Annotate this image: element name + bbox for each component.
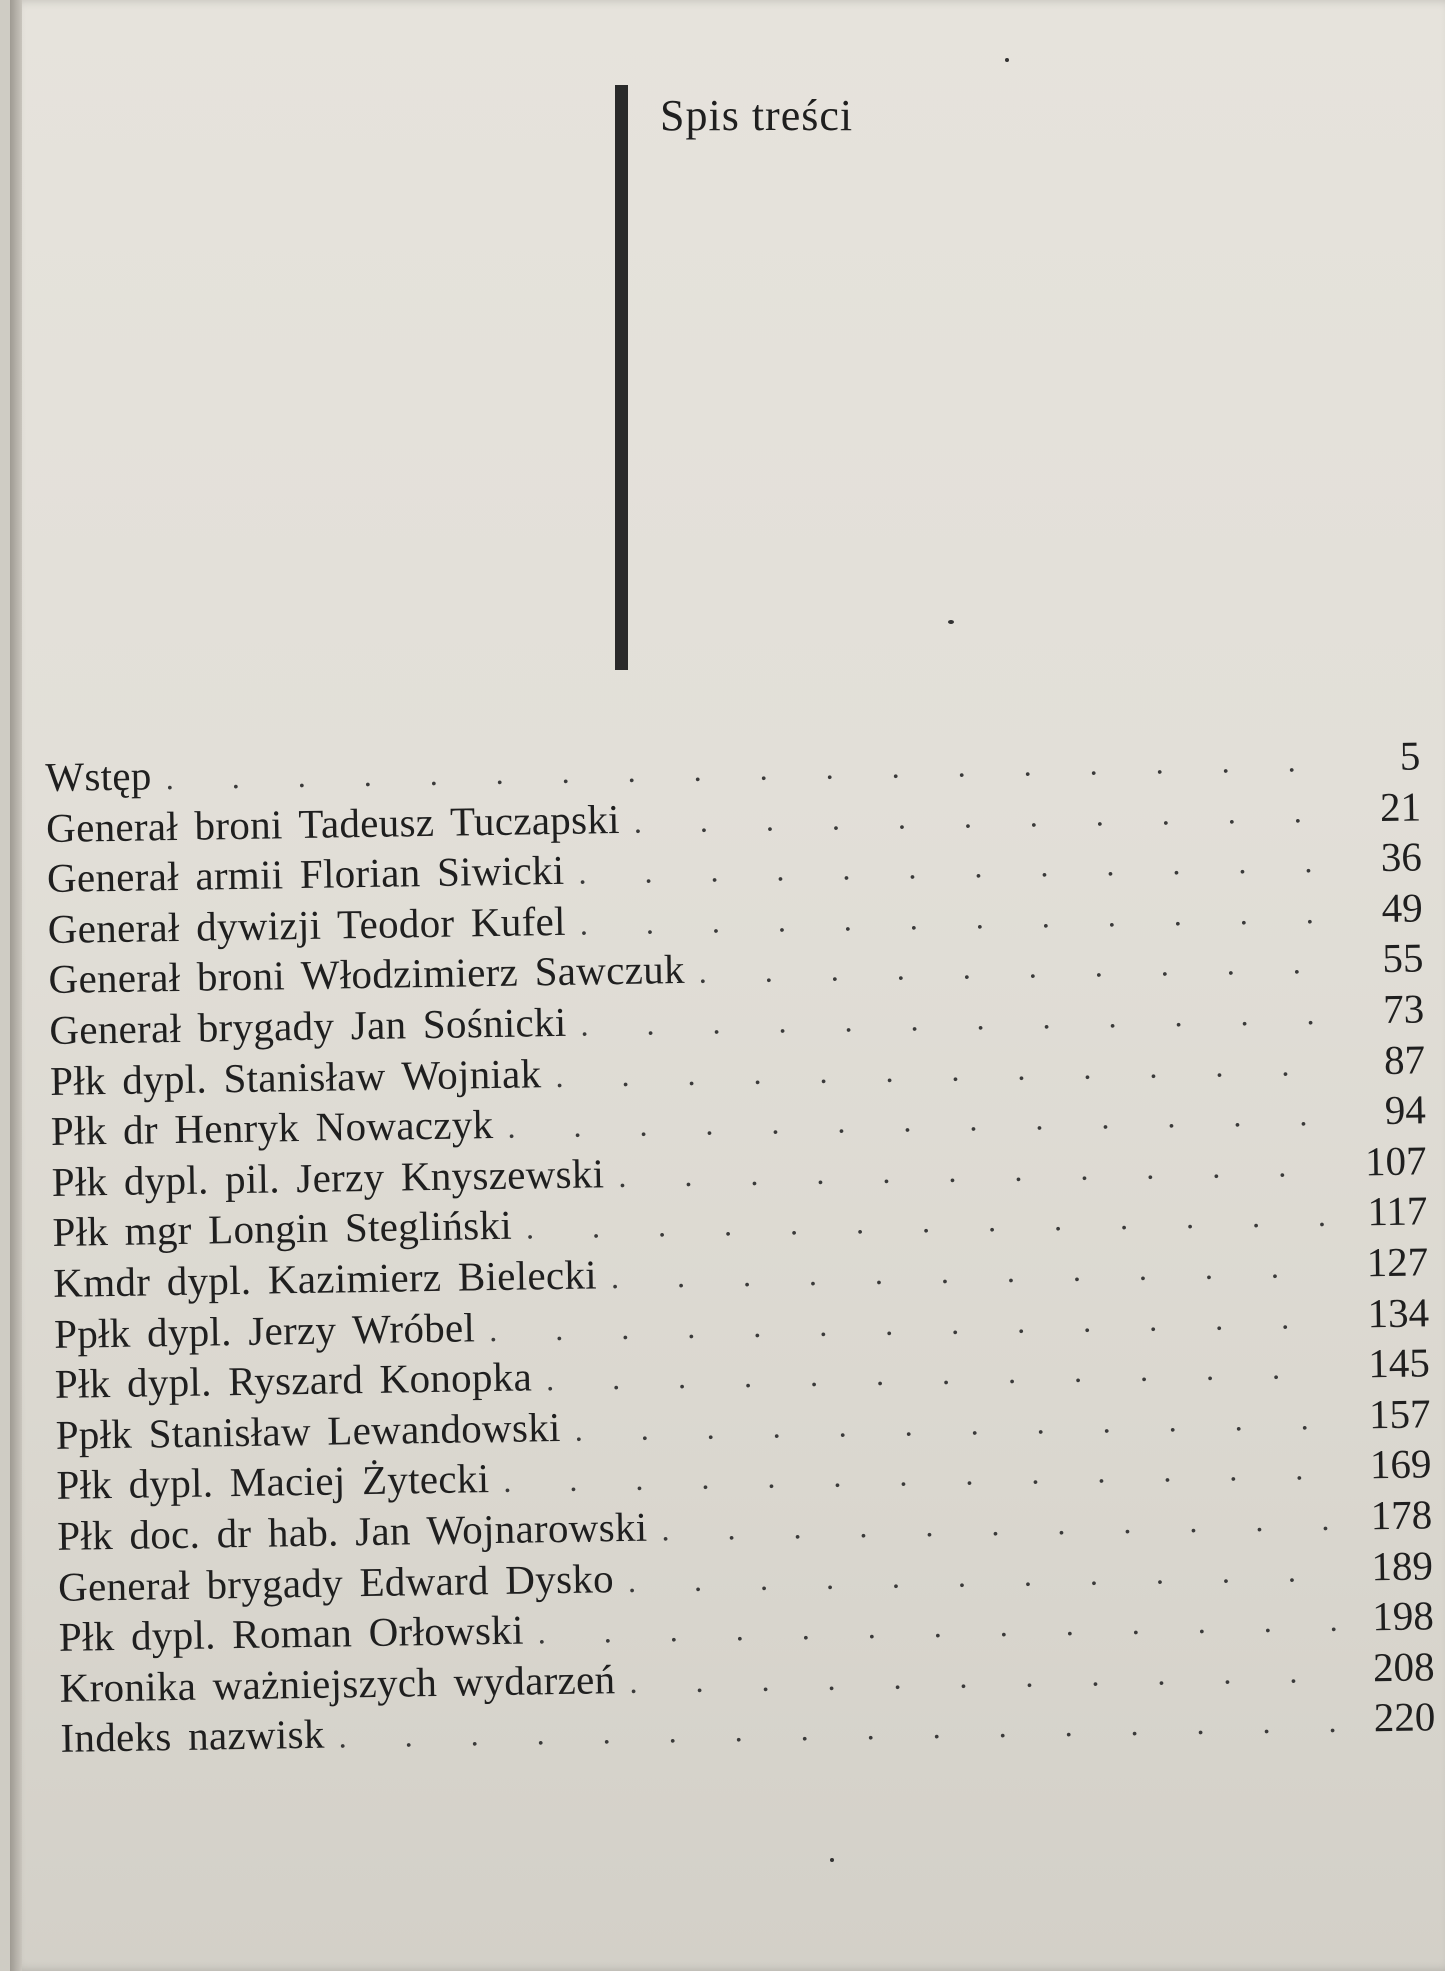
toc-entry-label: Wstęp (45, 752, 152, 800)
toc-entry-page-number: 36 (1380, 833, 1423, 881)
toc-entry-label: Płk dypl. pil. Jerzy Knyszewski (51, 1150, 605, 1205)
title-rule (615, 85, 628, 670)
toc-entry-page-number: 94 (1384, 1086, 1427, 1134)
toc-entry-label: Płk doc. dr hab. Jan Wojnarowski (56, 1503, 648, 1559)
toc-entry-page-number: 198 (1371, 1592, 1435, 1640)
toc-entry-label: Generał broni Tadeusz Tuczapski (45, 795, 621, 851)
table-of-contents (45, 730, 1436, 1763)
toc-entry-page-number: 5 (1399, 732, 1421, 779)
toc-entry-page-number: 169 (1369, 1440, 1432, 1488)
toc-entry-page-number: 55 (1382, 934, 1424, 982)
toc-entry-page-number: 134 (1367, 1288, 1430, 1336)
toc-entry-label: Generał brygady Edward Dysko (57, 1554, 615, 1610)
paper-speck (948, 620, 954, 624)
toc-entry-label: Kronika ważniejszych wydarzeń (59, 1655, 616, 1711)
toc-entry-page-number: 107 (1364, 1137, 1427, 1185)
toc-entry-label: Indeks nazwisk (60, 1711, 325, 1762)
toc-entry-page-number: 145 (1367, 1339, 1431, 1387)
paper-speck (830, 1858, 834, 1862)
paper-speck (1005, 58, 1009, 62)
toc-entry-label: Ppłk Stanisław Lewandowski (55, 1403, 561, 1458)
toc-entry-page-number: 220 (1373, 1693, 1436, 1741)
toc-entry-label: Płk mgr Longin Stegliński (52, 1202, 513, 1256)
toc-entry-label: Kmdr dypl. Kazimierz Bielecki (52, 1251, 598, 1306)
toc-entry-page-number: 189 (1371, 1541, 1434, 1589)
toc-entry-label: Ppłk dypl. Jerzy Wróbel (53, 1303, 476, 1357)
toc-entry-page-number: 157 (1368, 1390, 1431, 1438)
toc-entry-page-number: 73 (1382, 985, 1425, 1032)
toc-entry-label: Płk dypl. Roman Orłowski (58, 1606, 525, 1660)
toc-entry-page-number: 21 (1379, 782, 1422, 830)
toc-entry-page-number: 87 (1383, 1035, 1426, 1083)
toc-entry-label: Generał brygady Jan Sośnicki (49, 998, 567, 1053)
toc-entry-label: Płk dypl. Maciej Żytecki (56, 1455, 490, 1509)
toc-entry-label: Generał armii Florian Siwicki (46, 847, 565, 902)
dot-leader (338, 1696, 1342, 1762)
toc-entry-page-number: 49 (1381, 884, 1423, 931)
book-page (10, 0, 1445, 1971)
toc-entry-label: Płk dypl. Ryszard Konopka (54, 1353, 533, 1408)
page-title: Spis treści (660, 91, 854, 140)
dot-leader (698, 937, 1329, 997)
toc-entry-label: Płk dypl. Stanisław Wojniak (49, 1049, 542, 1104)
page-edge (10, 0, 22, 1971)
toc-entry-label: Płk dr Henryk Nowaczyk (50, 1101, 494, 1155)
toc-entry-label: Generał dywizji Teodor Kufel (47, 897, 567, 952)
toc-entry-page-number: 117 (1367, 1187, 1428, 1235)
toc-entry-page-number: 127 (1366, 1238, 1429, 1286)
toc-entry-label: Generał broni Włodzimierz Sawczuk (48, 946, 686, 1003)
toc-entry-page-number: 178 (1370, 1491, 1433, 1539)
toc-entry-page-number: 208 (1372, 1642, 1435, 1690)
